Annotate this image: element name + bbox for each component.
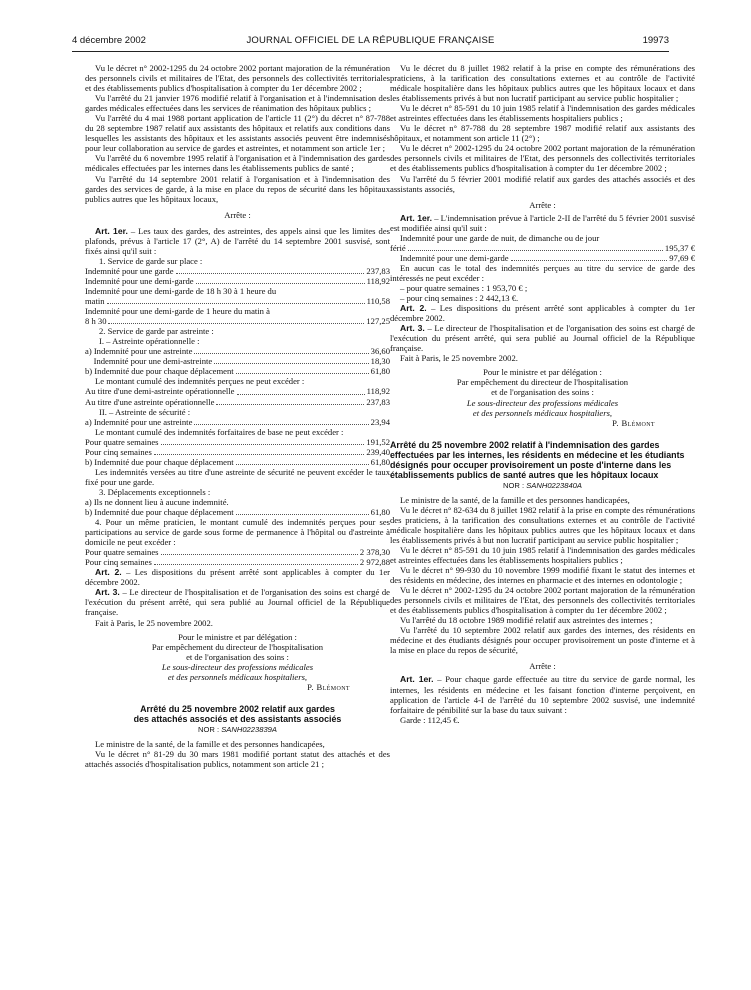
article-text: – Le directeur de l'hospitalisation et de l'organisation des soins est chargé de l'exécution du présent arrêté, qui sera publié au Journal officiel de la République française. (390, 323, 695, 354)
article-1 (390, 674, 695, 714)
rate-value: 2 972,88 (359, 557, 390, 568)
visa-paragraph: Vu l'arrêté du 10 septembre 2002 relatif aux gardes des internes, des résidents en médecine et des étudiants désignés pour occuper provisoirement un poste d'interne et à la mise en place du repos de sécurité, (390, 625, 695, 656)
visa-paragraph: Vu le décret n° 2002-1295 du 24 octobre 2002 portant majoration de la rémunération des personnels civils et militaires de l'Etat, des personnels des collectivités territoriales et des établissements publics d'hospitalisation à compter du 1er décembre 2002 ; (85, 63, 390, 94)
article-1 (85, 226, 390, 256)
header-date: 4 décembre 2002 (72, 35, 146, 46)
rate-value: 18,30 (370, 356, 390, 367)
article-2 (85, 567, 390, 587)
arrete-heading: Arrête : (529, 661, 556, 672)
rate-value: 237,83 (366, 265, 390, 276)
signatory-name: P. Blémont (612, 417, 655, 428)
rate-label-line: Indemnité pour une demi-garde de 18 h 30 à 1 heure du (85, 285, 277, 296)
rate-value: 195,37 € (664, 242, 695, 253)
rate-value: 97,69 € (669, 252, 695, 263)
section-title: 1. Service de garde sur place : (99, 255, 203, 266)
cumul-text: En aucun cas le total des indemnités perçues au titre du service de garde des intéressés ne peut excéder : (390, 262, 695, 283)
rate-value: 110,58 (366, 296, 390, 307)
article-1 (390, 213, 695, 233)
cumul-text: Le montant cumulé des indemnités forfaitaires de base ne peut excéder : (95, 426, 344, 437)
article-3 (390, 323, 695, 353)
rate-value: 2 378,30 (359, 547, 390, 558)
article-text: – Le directeur de l'hospitalisation et de l'organisation des soins est chargé de l'exécution du présent arrêté, qui sera publié au Journal officiel de la République française. (85, 587, 390, 618)
cumul-text: Le montant cumulé des indemnités perçues ne peut excéder : (95, 376, 305, 387)
rate-value: 61,80 (370, 366, 390, 377)
cap-line: – pour quatre semaines : 1 953,70 € ; (400, 282, 528, 293)
rate-row: a) Indemnité pour une astreinte 23,94 (85, 416, 390, 427)
visa-paragraph: Vu l'arrêté du 4 mai 1988 portant application de l'article 11 (2°) du décret n° 87-788 du 28 septembre 1987 relatif aux assistants des hôpitaux et relatifs aux conditions dans lesquelles les assistants des hôpitaux et les assistants associés peuvent être indemnisés pour leur collaboration au service de gardes et astreintes, et notamment son article 1er ; (85, 113, 390, 154)
article-label: Art. 1er. (400, 212, 433, 223)
rate-value: 36,60 (370, 346, 390, 357)
visa-paragraph: Vu le décret n° 85-591 du 10 juin 1985 relatif à l'indemnisation des gardes médicales et astreintes effectuées dans les établissements hospitaliers publics ; (390, 103, 695, 124)
article-label: Art. 2. (400, 303, 427, 314)
header-rule (72, 51, 669, 52)
header-journal-title: JOURNAL OFFICIEL DE LA RÉPUBLIQUE FRANÇAISE (246, 35, 495, 46)
rate-row: b) Indemnité due pour chaque déplacement 61,80 (85, 507, 390, 518)
article-label: Art. 3. (95, 587, 120, 598)
visa-paragraph: Vu le décret n° 99-930 du 10 novembre 1999 modifié fixant le statut des internes et des résidents en médecine, des internes en pharmacie et des internes en odontologie ; (390, 565, 695, 586)
rate-row: 8 h 30 127,25 (85, 316, 390, 327)
cap-line: – pour cinq semaines : 2 442,13 €. (400, 293, 519, 304)
rate-row: a) Indemnité pour une astreinte 36,60 (85, 346, 390, 357)
rate-value: 118,92 (366, 386, 390, 397)
minister-line: Le ministre de la santé, de la famille et des personnes handicapées, (400, 494, 630, 505)
decree-title: des attachés associés et des assistants associés (133, 713, 342, 724)
visa-paragraph: Vu l'arrêté du 5 février 2001 modifié relatif aux gardes des attachés associés et des assistants associés, (390, 173, 695, 194)
article-3 (85, 587, 390, 617)
article-text: – L'indemnisation prévue à l'article 2-II de l'arrêté du 5 février 2001 susvisé est modifiée ainsi qu'il suit : (390, 212, 695, 233)
done-at: Fait à Paris, le 25 novembre 2002. (95, 617, 213, 628)
rate-row: b) Indemnité due pour chaque déplacement 61,80 (85, 366, 390, 377)
rate-row: Pour cinq semaines 2 972,88 (85, 557, 390, 568)
rate-value: 23,94 (370, 416, 390, 427)
rate-row: b) Indemnité due pour chaque déplacement 61,80 (85, 456, 390, 467)
rate-row: Pour quatre semaines 191,52 (85, 436, 390, 447)
visa-paragraph: Vu le décret n° 82-634 du 8 juillet 1982 relatif à la prise en compte des rémunérations des praticiens, à la tarification des consultations externes et au contrôle de l'activité médicale hospitalière dans les hôpitaux publics autres que les hôpitaux locaux et dans les établissements privés à but non lucratif participant au service public hospitalier ; (390, 504, 696, 545)
rate-row: Indemnité pour une demi-garde 118,92 (85, 275, 390, 286)
arrete-heading: Arrête : (224, 209, 251, 220)
rate-value: 239,40 (366, 446, 390, 457)
rate-row: matin 110,58 (85, 296, 390, 307)
signature-block: Pour le ministre et par délégation : Par empêchement du directeur de l'hospitalisation et de l'organisation des soins : Le sous-directeur des professions médicales et des personnels médicaux hospitaliers, P. Blémont (390, 367, 695, 427)
left-column (85, 63, 390, 769)
decree-title: Arrêté du 25 novembre 2002 relatif à l'indemnisation des gardes effectuées par les internes, les résidents en médecine et les étudiants désignés pour occuper provisoirement un poste d'interne dans les établissements publics de santé autres que les hôpitaux locaux (390, 439, 685, 480)
note-text: Les indemnités versées au titre d'une astreinte de sécurité ne peuvent excéder le taux fixé pour une garde. (85, 466, 390, 487)
rate-value: 127,25 (366, 316, 390, 327)
section-title: 3. Déplacements exceptionnels : (99, 486, 211, 497)
nor-reference: NOR : SANH0223840A (503, 480, 582, 490)
rate-label-line: Indemnité pour une demi-garde de 1 heure du matin à (85, 306, 270, 317)
rate-row: Au titre d'une astreinte opérationnelle 237,83 (85, 396, 390, 407)
done-at: Fait à Paris, le 25 novembre 2002. (400, 353, 518, 364)
arrete-heading: Arrête : (529, 199, 556, 210)
rate-row: Pour cinq semaines 239,40 (85, 446, 390, 457)
subsection-title: II. – Astreinte de sécurité : (99, 406, 191, 417)
visa-paragraph: Vu le décret du 8 juillet 1982 relatif à la prise en compte des rémunérations des praticiens, à la tarification des consultations externes et au contrôle de l'activité médicale hospitalière dans les hôpitaux publics autres que les hôpitaux locaux et dans les établissements privés à but non lucratif participant au service public hospitalier ; (390, 63, 695, 104)
minister-line: Le ministre de la santé, de la famille et des personnes handicapées, (95, 738, 325, 749)
rate-label-line: Indemnité pour une garde de nuit, de dimanche ou de jour (400, 232, 600, 243)
article-text: – Les dispositions du présent arrêté sont applicables à compter du 1er décembre 2002. (390, 303, 695, 324)
rate-value: 118,92 (366, 275, 390, 286)
signature-block: Pour le ministre et par délégation : Par empêchement du directeur de l'hospitalisation et de l'organisation des soins : Le sous-directeur des professions médicales et des personnels médicaux hospitaliers, P. Blémont (85, 632, 390, 692)
rate-row: Indemnité pour une demi-astreinte 18,30 (85, 356, 390, 367)
article-label: Art. 3. (400, 323, 425, 334)
visa-paragraph: Vu l'arrêté du 14 septembre 2001 relatif à l'organisation et à l'indemnisation des gardes des services de garde, à la mise en place du repos de sécurité dans les hôpitaux publics autres que les hôpitaux locaux, (85, 173, 390, 204)
visa-paragraph: Vu l'arrêté du 6 novembre 1995 relatif à l'organisation et à l'indemnisation des gardes médicales effectuées par les internes dans les établissements publics de santé ; (85, 153, 390, 174)
section-text: 4. Pour un même praticien, le montant cumulé des indemnités perçues pour ses participations au service de garde sous forme de permanence à l'hôpital ou d'astreinte à domicile ne peut excéder : (85, 517, 390, 548)
visa-paragraph: Vu le décret n° 81-29 du 30 mars 1981 modifié portant statut des attachés et des attachés associés d'hospitalisation publics, notamment son article 21 ; (85, 748, 390, 769)
decree-title: Arrêté du 25 novembre 2002 relatif aux gardes (140, 703, 335, 714)
section-title: 2. Service de garde par astreinte : (99, 326, 214, 337)
article-label: Art. 1er. (400, 674, 434, 685)
page-header (72, 35, 669, 49)
visa-paragraph: Vu le décret n° 87-788 du 28 septembre 1987 modifié relatif aux assistants des hôpitaux, et notamment son article 11 (2°) ; (390, 123, 695, 144)
signatory-name: P. Blémont (307, 681, 350, 692)
rate-row: Au titre d'une demi-astreinte opérationnelle 118,92 (85, 386, 390, 397)
visa-paragraph: Vu l'arrêté du 21 janvier 1976 modifié relatif à l'organisation et à l'indemnisation des gardes médicales effectuées dans les services de réanimation des hôpitaux publics ; (85, 93, 390, 114)
rate-row: Indemnité pour une demi-garde 97,69 € (400, 252, 695, 263)
rate-value: 237,83 (366, 396, 390, 407)
right-column (390, 63, 695, 725)
rate-value: 191,52 (366, 436, 390, 447)
rate-row: Indemnité pour une garde 237,83 (85, 265, 390, 276)
rate-row: Pour quatre semaines 2 378,30 (85, 547, 390, 558)
rate-line: Garde : 112,45 €. (400, 714, 460, 725)
visa-paragraph: Vu le décret n° 85-591 du 10 juin 1985 relatif à l'indemnisation des gardes médicales et astreintes effectuées dans les établissements hospitaliers publics ; (390, 544, 695, 565)
visa-paragraph: Vu le décret n° 2002-1295 du 24 octobre 2002 portant majoration de la rémunération des personnels civils et militaires de l'Etat, des personnels des collectivités territoriales et des établissements publics d'hospitalisation à compter du 1er décembre 2002 ; (390, 143, 695, 174)
article-text: – Les taux des gardes, des astreintes, des appels ainsi que les limites des plafonds, prévus à l'article 17 (2°, A) de l'arrêté du 14 septembre 2001 susvisé, sont fixés ainsi qu'il suit : (85, 225, 390, 256)
nor-reference: NOR : SANH0223839A (198, 724, 277, 734)
subsection-title: I. – Astreinte opérationnelle : (99, 336, 200, 347)
article-label: Art. 2. (95, 567, 122, 578)
rate-value: 61,80 (370, 507, 390, 518)
rate-row: férié 195,37 € (390, 242, 695, 253)
article-2 (390, 303, 695, 323)
item-text: a) Ils ne donnent lieu à aucune indemnité. (85, 496, 229, 507)
article-text: – Les dispositions du présent arrêté sont applicables à compter du 1er décembre 2002. (85, 567, 390, 588)
rate-value: 61,80 (370, 456, 390, 467)
article-label: Art. 1er. (95, 225, 128, 236)
header-page-number: 19973 (642, 35, 669, 46)
visa-paragraph: Vu l'arrêté du 18 octobre 1989 modifié relatif aux astreintes des internes ; (400, 615, 653, 626)
article-text: – Pour chaque garde effectuée au titre du service de garde normal, les internes, les résidents en médecine et les faisant fonction d'interne perçoivent, en application de l'article 4-I de l'arrêté du 10 septembre 2002 susvisé, une indemnité forfaitaire de pénibilité sur la base du taux suivant : (390, 674, 695, 715)
visa-paragraph: Vu le décret n° 2002-1295 du 24 octobre 2002 portant majoration de la rémunération des personnels civils et militaires de l'Etat, des personnels des collectivités territoriales et des établissements publics d'hospitalisation à compter du 1er décembre 2002 ; (390, 585, 695, 616)
